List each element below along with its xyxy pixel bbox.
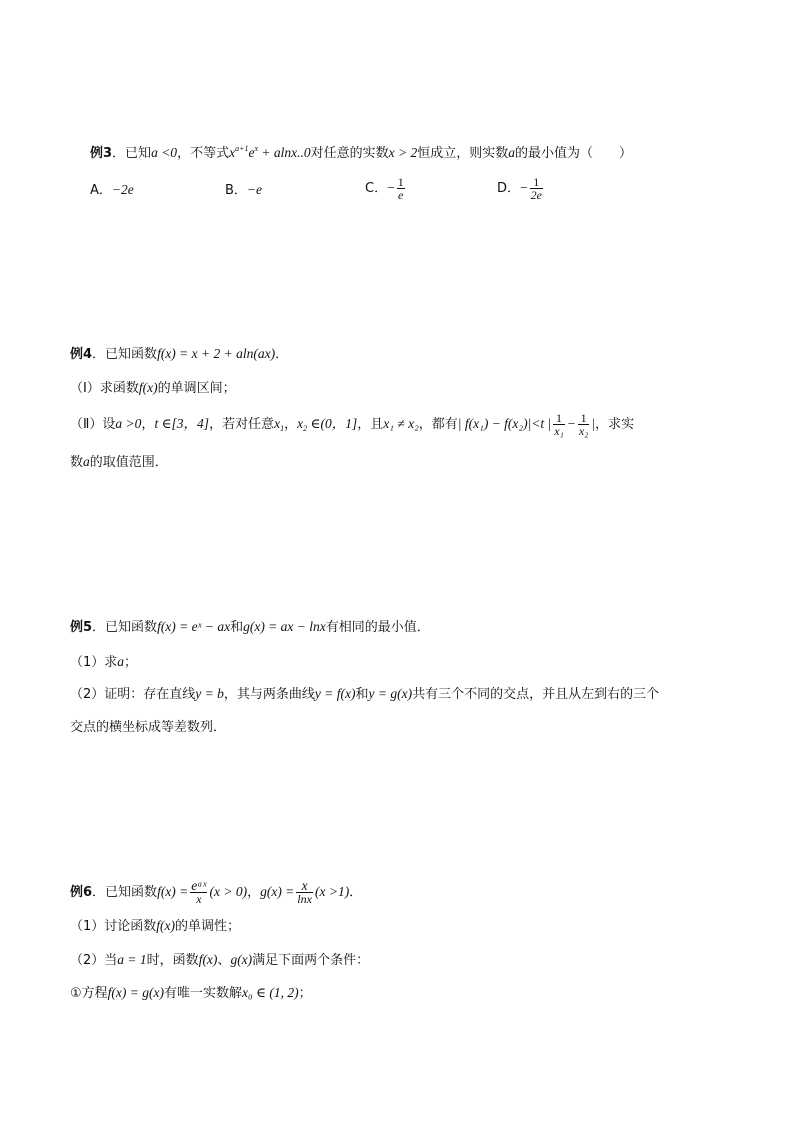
example-4-part-2: （Ⅱ）设a >0，t ∈[3，4]，若对任意$x_1$，$x_2$ ∈(0，1]，且x₁ ≠ x₂，都有| f(x₁) − f(x₂)|<t | $\frac{1}{\text{x₁}}$ − $\frac{1}{\text{x₂}}$ |，求实	[70, 411, 635, 438]
fraction: $\frac{1}{e}$	[397, 175, 404, 202]
option-b[interactable]: B．−e	[225, 182, 263, 198]
example-6-part-1: （1）讨论函数f(x)的单调性；	[70, 918, 241, 934]
example-4-stem: 例4．已知函数f(x) = x + 2 + aln(ax)．	[70, 346, 289, 362]
example-6-stem: 例6．已知函数f(x) = $\frac{\text{eᵃˣ}}{x}$ (x > 0)，g(x) = $\frac{x}{\ln x}$ (x >1)．	[70, 878, 363, 906]
option-c[interactable]: C．− $\frac{1}{e}$	[365, 175, 404, 202]
example-5-part-2: （2）证明：存在直线y = b，其与两条曲线y = f(x)和y = g(x)共有三个不同的交点，并且从左到右的三个	[70, 686, 660, 702]
example-4-part-1: （Ⅰ）求函数f(x)的单调区间；	[70, 380, 236, 396]
fraction: $\frac{1}{\text{x₁}}$	[554, 411, 564, 438]
example-4-label: 例4	[70, 347, 93, 362]
example-3-label: 例3	[90, 146, 113, 161]
option-a[interactable]: A．−2e	[90, 182, 134, 198]
example-6-label: 例6	[70, 885, 93, 900]
example-5-part-2-cont: 交点的横坐标成等差数列．	[70, 720, 227, 735]
fraction: $\frac{1}{2e}$	[530, 175, 542, 202]
fraction: $\frac{\text{eᵃˣ}}{x}$	[191, 878, 207, 906]
example-4-part-2-cont: 数a的取值范围．	[70, 454, 168, 470]
example-5-label: 例5	[70, 620, 93, 635]
inequality: $x^{a+1}e^x + alnx..0$	[229, 144, 311, 160]
example-6-part-2: （2）当a = 1时，函数f(x)、g(x)满足下面两个条件：	[70, 952, 370, 968]
example-5-part-1: （1）求a；	[70, 654, 138, 670]
option-d[interactable]: D．− $\frac{1}{2e}$	[497, 175, 542, 202]
fraction: $\frac{x}{\ln x}$	[297, 878, 312, 906]
example-3-stem: 例3．已知a <0，不等式$x^{a+1}e^x + alnx..0$对任意的实数x > 2恒成立，则实数a的最小值为（ ）	[90, 144, 633, 161]
example-5-stem: 例5．已知函数f(x) = eˣ − ax和g(x) = ax − lnx有相同的最小值．	[70, 619, 430, 635]
fraction: $\frac{1}{\text{x₂}}$	[578, 411, 589, 438]
example-6-condition-1: ①方程f(x) = g(x)有唯一实数解x₀ ∈ (1, 2)；	[70, 985, 312, 1001]
